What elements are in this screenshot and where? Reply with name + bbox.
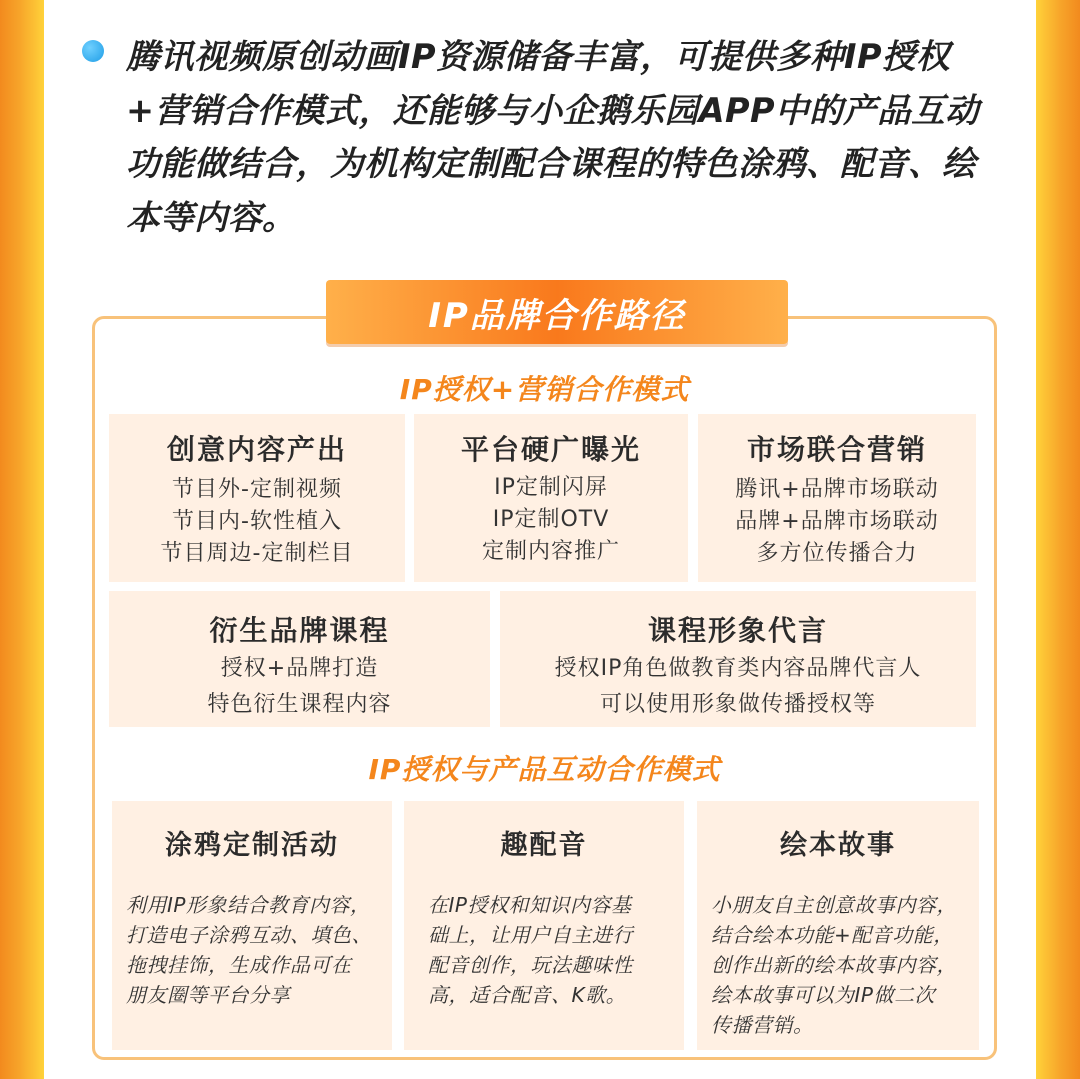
card-title: 趣配音 xyxy=(500,830,588,861)
card-derived-courses xyxy=(109,591,490,727)
card-line: 打造电子涂鸦互动、填色、 xyxy=(126,923,372,947)
card-picture-book xyxy=(697,801,979,1050)
intro-text: 腾讯视频原创动画IP资源储备丰富，可提供多种IP授权+营销合作模式，还能够与小企鹅乐园APP中的产品互动功能做结合，为机构定制配合课程的特色涂鸦、配音、绘本等内容。 xyxy=(126,37,980,237)
left-orange-border xyxy=(0,0,44,1079)
right-orange-border xyxy=(1036,0,1080,1079)
card-line: 腾讯+品牌市场联动 xyxy=(735,477,939,502)
card-line: 朋友圈等平台分享 xyxy=(126,983,290,1007)
card-line: 配音创作，玩法趣味性 xyxy=(428,953,633,977)
card-line: 授权+品牌打造 xyxy=(220,656,379,681)
card-line: 创作出新的绘本故事内容， xyxy=(711,953,957,977)
card-title: 涂鸦定制活动 xyxy=(165,830,339,861)
card-title: 平台硬广曝光 xyxy=(460,433,641,466)
banner xyxy=(326,280,788,344)
card-line: 础上，让用户自主进行 xyxy=(428,923,633,947)
card-line: 定制内容推广 xyxy=(481,539,620,564)
card-title: 衍生品牌课程 xyxy=(209,614,390,647)
section2-title: IP授权与产品互动合作模式 xyxy=(368,753,721,786)
card-line: 品牌+品牌市场联动 xyxy=(735,509,939,534)
card-platform-ads xyxy=(414,414,688,582)
card-line: 高，适合配音、K歌。 xyxy=(428,983,627,1007)
card-line: 节目外-定制视频 xyxy=(172,477,342,502)
card-doodle-activity xyxy=(112,801,392,1050)
card-line: 绘本故事可以为IP做二次 xyxy=(711,983,935,1007)
card-line: 拖拽挂饰，生成作品可在 xyxy=(126,953,352,977)
card-title: 创意内容产出 xyxy=(166,433,347,466)
blue-bullet-icon xyxy=(82,40,104,62)
card-course-ambassador xyxy=(500,591,976,727)
card-joint-marketing xyxy=(698,414,976,582)
banner-title: IP品牌合作路径 xyxy=(428,295,686,336)
card-line: 小朋友自主创意故事内容， xyxy=(711,893,957,917)
section1-title: IP授权+营销合作模式 xyxy=(399,373,690,406)
card-line: 可以使用形象做传播授权等 xyxy=(599,692,876,717)
card-title: 绘本故事 xyxy=(780,830,896,861)
card-title: 市场联合营销 xyxy=(746,433,927,466)
card-line: 节目周边-定制栏目 xyxy=(160,541,354,566)
card-title: 课程形象代言 xyxy=(647,614,828,647)
card-line: IP定制闪屏 xyxy=(494,475,608,500)
intro-paragraph xyxy=(82,30,1007,244)
card-line: 传播营销。 xyxy=(711,1013,814,1037)
card-line: IP定制OTV xyxy=(492,507,610,532)
card-line: 结合绘本功能+配音功能， xyxy=(711,923,954,947)
card-line: 授权IP角色做教育类内容品牌代言人 xyxy=(554,656,922,681)
card-line: 多方位传播合力 xyxy=(756,541,918,566)
card-line: 节目内-软性植入 xyxy=(172,509,342,534)
card-creative-content xyxy=(109,414,405,582)
card-line: 在IP授权和知识内容基 xyxy=(428,893,632,917)
card-line: 特色衍生课程内容 xyxy=(207,692,392,717)
card-line: 利用IP形象结合教育内容， xyxy=(126,893,371,917)
card-fun-dubbing xyxy=(404,801,684,1050)
